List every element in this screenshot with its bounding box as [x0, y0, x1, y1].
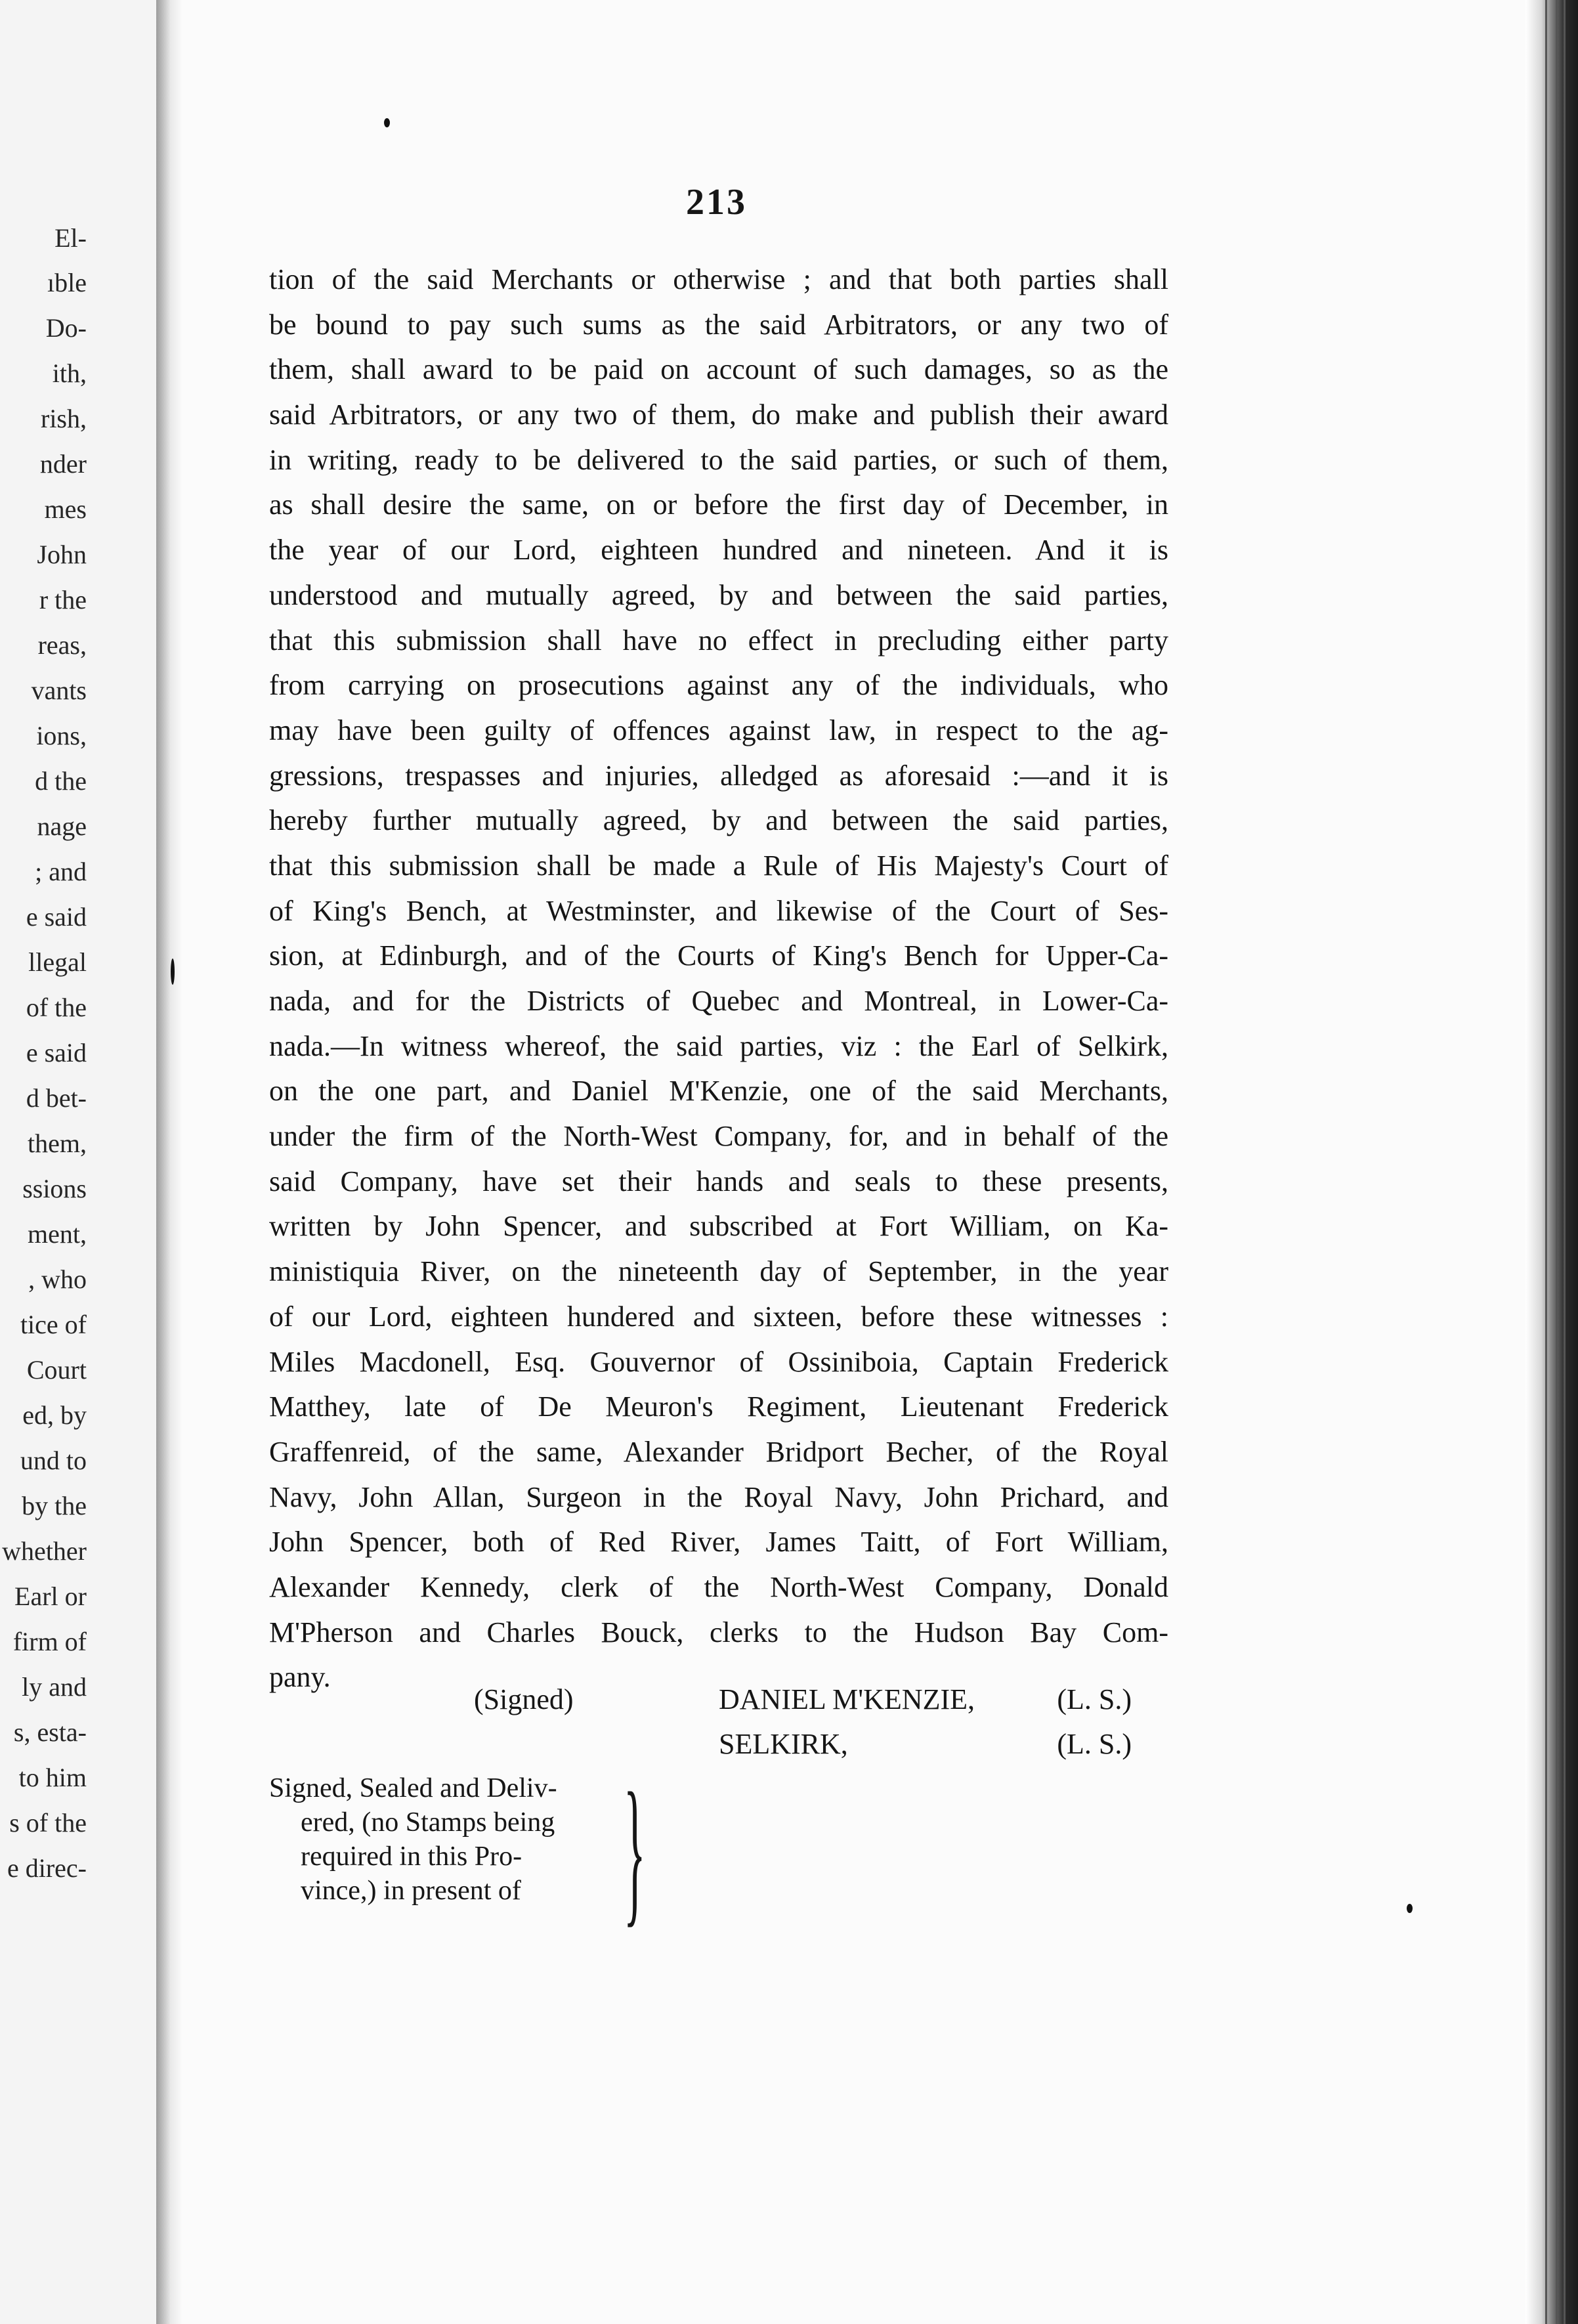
- signature-block: [269, 1683, 1168, 1781]
- text-line: of King's Bench, at Westminster, and likewise of the Court of Ses-: [269, 894, 1168, 927]
- facing-page-line: e said: [26, 902, 87, 932]
- facing-page-line: ; and: [35, 857, 87, 886]
- text-line: Miles Macdonell, Esq. Gouvernor of Ossiniboia, Captain Frederick: [269, 1345, 1168, 1378]
- text-line: from carrying on prosecutions against any of the individuals, who: [269, 669, 1168, 702]
- facing-page-line: ions,: [36, 721, 87, 750]
- facing-page-line: by the: [22, 1491, 87, 1520]
- facing-page-line: nage: [37, 811, 87, 841]
- facing-page-line: whether: [2, 1536, 87, 1566]
- facing-page-line: ıble: [47, 268, 87, 297]
- text-line: on the one part, and Daniel M'Kenzie, one of the said Merchants,: [269, 1075, 1168, 1108]
- ink-speck: [384, 118, 390, 127]
- text-line: Matthey, late of De Meuron's Regiment, Lieutenant Frederick: [269, 1390, 1168, 1423]
- text-line: said Company, have set their hands and seals to these presents,: [269, 1165, 1168, 1197]
- text-line: Graffenreid, of the same, Alexander Bridport Becher, of the Royal: [269, 1435, 1168, 1468]
- signatory-name: SELKIRK,: [719, 1728, 848, 1760]
- facing-page-line: vants: [31, 676, 87, 705]
- facing-page-line: llegal: [28, 947, 87, 977]
- text-line: tion of the said Merchants or otherwise ; and that both parties shall: [269, 263, 1168, 295]
- text-line: sion, at Edinburgh, and of the Courts of King's Bench for Upper-Ca-: [269, 939, 1168, 972]
- text-line: that this submission shall be made a Rule of His Majesty's Court of: [269, 849, 1168, 882]
- facing-page-line: ith,: [52, 358, 87, 388]
- attestation-clause: [269, 1759, 656, 1941]
- attestation-line: vince,) in present of: [301, 1876, 521, 1906]
- text-line: as shall desire the same, on or before the first day of December, in: [269, 488, 1168, 521]
- text-line: under the firm of the North-West Company, for, and in behalf of the: [269, 1120, 1168, 1153]
- ink-speck: [1407, 1904, 1413, 1913]
- facing-page-line: El-: [54, 223, 87, 253]
- attestation-line: ered, (no Stamps being: [301, 1807, 555, 1838]
- ink-speck: [171, 958, 175, 985]
- text-line: nada.—In witness whereof, the said parties, viz : the Earl of Selkirk,: [269, 1029, 1168, 1062]
- facing-page-line: d the: [35, 766, 87, 796]
- seal-mark: (L. S.): [1057, 1683, 1132, 1715]
- facing-page-line: ment,: [28, 1219, 87, 1249]
- facing-page-line: e said: [26, 1038, 87, 1067]
- text-line: said Arbitrators, or any two of them, do make and publish their award: [269, 398, 1168, 431]
- text-line: pany.: [269, 1661, 331, 1694]
- text-line: be bound to pay such sums as the said Arbitrators, or any two of: [269, 308, 1168, 341]
- text-line: John Spencer, both of Red River, James Taitt, of Fort William,: [269, 1526, 1168, 1559]
- facing-page-line: und to: [20, 1446, 87, 1475]
- text-line: gressions, trespasses and injuries, alledged as aforesaid :—and it is: [269, 759, 1168, 792]
- signed-label: (Signed): [474, 1683, 574, 1715]
- facing-page-line: ly and: [22, 1672, 87, 1702]
- attestation-line: Signed, Sealed and Deliv-: [269, 1773, 557, 1803]
- page-edge-shadow: [1525, 0, 1578, 2324]
- text-line: Alexander Kennedy, clerk of the North-West Company, Donald: [269, 1570, 1168, 1603]
- facing-page-fragment: [0, 0, 158, 2324]
- binding-gutter-shadow: [156, 0, 182, 2324]
- facing-page-line: firm of: [12, 1627, 87, 1656]
- curly-brace: }: [624, 1759, 646, 1941]
- facing-page-line: ssions: [22, 1174, 87, 1203]
- facing-page-line: nder: [39, 449, 87, 479]
- facing-page-line: to him: [18, 1763, 87, 1792]
- facing-page-line: s, esta-: [13, 1717, 87, 1747]
- facing-page-line: of the: [26, 993, 87, 1022]
- text-line: that this submission shall have no effect in precluding either party: [269, 624, 1168, 656]
- text-line: may have been guilty of offences against law, in respect to the ag-: [269, 714, 1168, 746]
- facing-page-line: , who: [28, 1264, 87, 1294]
- page-number: 213: [686, 182, 747, 223]
- text-line: of our Lord, eighteen hundered and sixteen, before these witnesses :: [269, 1300, 1168, 1333]
- signatory-name: DANIEL M'KENZIE,: [719, 1683, 975, 1715]
- facing-page-line: Do-: [45, 313, 87, 343]
- facing-page-line: reas,: [37, 630, 87, 660]
- attestation-line: required in this Pro-: [301, 1841, 522, 1872]
- facing-page-line: John: [37, 540, 87, 569]
- text-line: Navy, John Allan, Surgeon in the Royal Navy, John Prichard, and: [269, 1480, 1168, 1513]
- facing-page-line: rish,: [41, 404, 87, 433]
- facing-page-line: Earl or: [14, 1582, 87, 1611]
- facing-page-line: tice of: [20, 1310, 87, 1339]
- text-line: understood and mutually agreed, by and between the said parties,: [269, 578, 1168, 611]
- facing-page-line: them,: [28, 1129, 87, 1158]
- text-line: written by John Spencer, and subscribed at Fort William, on Ka-: [269, 1210, 1168, 1243]
- text-line: ministiquia River, on the nineteenth day of September, in the year: [269, 1255, 1168, 1288]
- seal-mark: (L. S.): [1057, 1728, 1132, 1760]
- text-line: them, shall award to be paid on account of such damages, so as the: [269, 353, 1168, 386]
- facing-page-line: ed, by: [22, 1400, 87, 1430]
- facing-page-line: s of the: [9, 1808, 87, 1838]
- facing-page-line: Court: [26, 1355, 87, 1385]
- facing-page-line: e direc-: [7, 1853, 87, 1883]
- facing-page-line: r the: [39, 585, 87, 614]
- text-line: M'Pherson and Charles Bouck, clerks to the Hudson Bay Com-: [269, 1616, 1168, 1648]
- text-line: nada, and for the Districts of Quebec and Montreal, in Lower-Ca-: [269, 985, 1168, 1017]
- body-text: [269, 257, 1168, 1700]
- text-line: hereby further mutually agreed, by and between the said parties,: [269, 804, 1168, 837]
- text-line: in writing, ready to be delivered to the said parties, or such of them,: [269, 443, 1168, 476]
- facing-page-line: d bet-: [26, 1083, 87, 1113]
- facing-page-line: mes: [44, 494, 87, 524]
- text-line: the year of our Lord, eighteen hundred and nineteen. And it is: [269, 534, 1168, 567]
